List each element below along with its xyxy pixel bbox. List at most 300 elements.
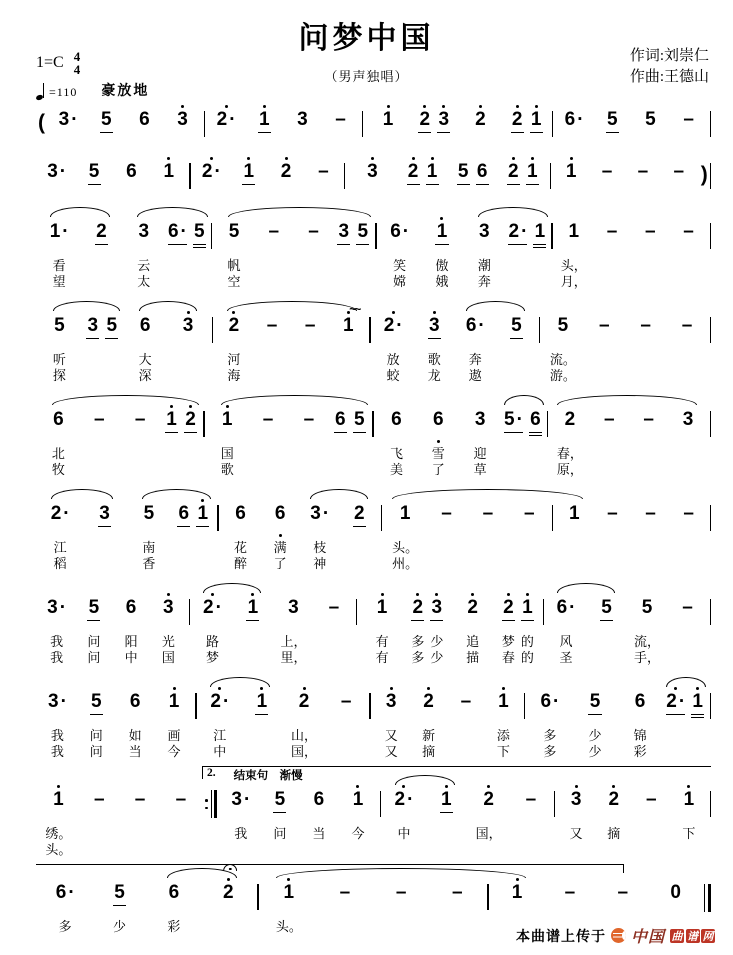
note-digit: – — [175, 789, 187, 810]
note-digit: 2 — [280, 161, 292, 182]
note-unit — [273, 591, 313, 664]
lyric-row1: 国， — [475, 825, 502, 841]
note-unit — [405, 591, 450, 664]
note-cell — [537, 685, 562, 758]
note-unit — [283, 103, 321, 144]
eighth-underline — [407, 184, 420, 185]
note-cell — [218, 403, 237, 476]
octave-dot-below-slot — [507, 190, 520, 196]
underline-slot — [255, 713, 268, 720]
lyric-row1: 上， — [280, 633, 307, 649]
underline-slot — [384, 337, 403, 344]
eighth-underline — [529, 432, 542, 433]
underline-slot — [451, 904, 464, 911]
underline-slot — [395, 904, 408, 911]
note-unit — [325, 685, 367, 758]
lyric-row2 — [603, 366, 606, 382]
note-digit: – — [643, 409, 654, 430]
composer-credit: 作曲:王德山 — [629, 69, 709, 85]
note-unit — [283, 685, 325, 758]
lyric-row2: 醉 — [234, 555, 248, 571]
note-cell — [499, 591, 518, 664]
lyric-row2 — [98, 840, 101, 856]
music-line — [36, 578, 711, 664]
high-octave-dot — [531, 157, 534, 160]
note-cell — [558, 215, 590, 288]
note-unit — [373, 309, 414, 382]
lyric-row1: 江 — [213, 727, 227, 743]
note-unit — [161, 403, 202, 476]
octave-dot-below-slot — [59, 138, 78, 144]
underline-slot — [557, 619, 576, 626]
high-octave-dot — [170, 405, 173, 408]
underline-slot — [351, 811, 364, 818]
note-cell — [381, 309, 406, 382]
underline-slot — [366, 183, 379, 190]
note-cell — [239, 155, 258, 196]
barline — [710, 693, 711, 719]
underline-slot — [337, 243, 350, 250]
note-cell — [335, 876, 354, 933]
parenthesis: ) — [700, 163, 708, 186]
note-cell — [314, 155, 333, 196]
note-cell — [631, 685, 650, 758]
underline-slot — [407, 183, 420, 190]
note-digit: 2 — [407, 161, 419, 182]
lyric-row2: 多 — [411, 649, 425, 665]
underline-slot — [497, 713, 510, 720]
underline-slot — [167, 904, 180, 911]
note-cell — [174, 497, 193, 570]
beam-group — [331, 403, 369, 476]
note-cell — [392, 876, 411, 933]
note-cell — [139, 497, 158, 570]
note-cell — [190, 215, 209, 288]
note-digit: 6 — [391, 409, 402, 430]
note-digit: 6 — [335, 409, 346, 430]
note-unit — [666, 309, 707, 382]
lyric-row1 — [110, 350, 113, 366]
note-cell — [473, 155, 492, 196]
note-cell — [530, 215, 549, 288]
high-octave-dot — [507, 593, 510, 596]
repeat-thick-bar — [214, 790, 217, 818]
note-unit — [590, 403, 629, 476]
eighth-underline — [242, 184, 255, 185]
lyric-row2 — [605, 648, 608, 664]
measure — [357, 591, 542, 664]
lyric-row2 — [687, 554, 690, 570]
underline-slot — [193, 243, 206, 250]
note-cell — [162, 403, 181, 476]
lyric-row1: 问 — [87, 633, 101, 649]
underline-slot — [563, 904, 576, 911]
note-digit: 1 — [221, 409, 233, 430]
lyric-row1: 问 — [273, 825, 287, 841]
underline-slot — [606, 131, 619, 138]
high-octave-dot — [433, 311, 436, 314]
note-cell — [219, 876, 238, 933]
eighth-underline — [428, 338, 441, 339]
note-unit — [527, 685, 572, 758]
repeat-thin-bar — [211, 790, 212, 818]
lyric-row1 — [464, 726, 467, 742]
lyric-row1 — [266, 444, 269, 460]
note-cell — [90, 403, 109, 476]
note-digit: 2 · — [203, 597, 222, 618]
note-unit — [291, 309, 329, 382]
note-digit: 2 — [419, 109, 431, 130]
lyric-row1: 多 — [543, 727, 557, 743]
lyric-row1: 新 — [422, 727, 436, 743]
note-cell — [165, 215, 190, 288]
note-unit — [38, 685, 77, 758]
lyric-row1 — [610, 256, 613, 272]
high-octave-dot — [445, 785, 448, 788]
note-cell — [171, 783, 190, 856]
note-cell — [350, 403, 369, 476]
lyric-row1: 少 — [588, 727, 602, 743]
augmentation-dot: · — [678, 691, 686, 712]
note-cell — [277, 155, 296, 196]
lyric-row2: 里， — [280, 649, 307, 665]
measure — [381, 783, 554, 856]
lyric-row1 — [198, 256, 201, 272]
lyric-row2: 当 — [128, 743, 142, 759]
note-digit: 2 — [511, 109, 523, 130]
note-cell — [504, 155, 523, 196]
lyric-row1: 看 — [52, 257, 66, 273]
note-digit: – — [637, 161, 649, 182]
lyric-row1 — [227, 917, 230, 933]
note-cell — [669, 155, 688, 196]
note-digit: 5 — [54, 315, 65, 336]
octave-dot-below-slot — [296, 138, 309, 144]
note-digit: 2 · — [216, 109, 236, 130]
lyric-row2: 探 — [52, 367, 66, 383]
note-digit: – — [640, 315, 651, 336]
eighth-underline — [255, 714, 268, 715]
note-cell — [331, 103, 350, 144]
augmentation-dot: · — [396, 315, 403, 336]
note-unit — [150, 155, 187, 196]
underline-slot — [682, 243, 695, 250]
note-unit — [38, 215, 80, 288]
note-digit: 1 — [53, 789, 64, 810]
lyric-row1: 南 — [142, 539, 156, 555]
note-digit: 6 — [125, 597, 137, 618]
underline-slot — [182, 337, 195, 344]
note-unit — [414, 309, 455, 382]
lyric-row2: 少 — [430, 649, 444, 665]
measure — [213, 302, 370, 383]
note-cell — [389, 497, 421, 570]
note-cell — [688, 685, 707, 758]
underline-slot — [474, 431, 487, 438]
octave-dot-below-slot — [601, 190, 614, 196]
note-unit — [192, 591, 232, 664]
lyric-row2: 摘 — [422, 743, 436, 759]
note-cell — [547, 309, 579, 382]
lyric-row1: 笑 — [393, 257, 407, 273]
note-cell — [165, 685, 184, 758]
measure — [205, 103, 362, 144]
note-cell — [44, 591, 69, 664]
high-octave-dot — [612, 785, 615, 788]
note-cell — [373, 591, 392, 664]
lyric-row2 — [307, 460, 310, 476]
underline-slot — [508, 243, 527, 250]
beam-group — [408, 591, 446, 664]
note-digit: 6 — [139, 109, 150, 130]
high-octave-dot — [218, 687, 221, 690]
note-cell — [603, 497, 622, 570]
underline-slot — [502, 619, 515, 626]
lyric-row2: 海 — [227, 367, 241, 383]
lyric-row1 — [649, 538, 652, 554]
note-digit: 1 — [197, 503, 209, 524]
lyric-row2: 彩 — [633, 743, 647, 759]
lyric-row2 — [189, 460, 192, 476]
underline-slot — [88, 183, 101, 190]
underline-slot — [246, 619, 259, 626]
note-cell — [641, 497, 660, 570]
eighth-underline — [533, 247, 546, 248]
eighth-underline — [86, 338, 99, 339]
underline-slot — [302, 431, 315, 438]
volta-label — [207, 767, 711, 783]
measure — [374, 403, 547, 476]
underline-slot — [227, 337, 240, 344]
lyric-row1: 画 — [167, 727, 181, 743]
lyric-row1: 我 — [50, 727, 64, 743]
note-digit: 3 — [367, 161, 378, 182]
note-cell — [159, 591, 178, 664]
note-digit: 3 — [479, 221, 490, 242]
lyric-row2 — [573, 554, 576, 570]
lyric-row1 — [456, 917, 459, 933]
eighth-underline — [88, 184, 101, 185]
note-cell — [678, 591, 697, 664]
note-cell — [337, 685, 356, 758]
time-signature: 4 4 — [73, 49, 81, 77]
underline-slot — [93, 811, 106, 818]
high-octave-dot — [392, 311, 395, 314]
underline-slot — [639, 337, 652, 344]
lyric-row1 — [138, 824, 141, 840]
measure — [553, 103, 710, 144]
note-digit: 2 — [483, 789, 494, 810]
note-cell — [604, 783, 623, 856]
note-cell — [134, 215, 153, 288]
underline-slot — [598, 337, 611, 344]
note-cell — [642, 783, 661, 856]
lyric-row2: 少 — [588, 743, 602, 759]
underline-slot — [476, 811, 502, 818]
underline-slot — [202, 183, 221, 190]
beam-group — [501, 403, 545, 476]
lyric-row2: 原， — [556, 461, 583, 477]
high-octave-dot — [173, 687, 176, 690]
underline-slot — [476, 183, 489, 190]
augmentation-dot: · — [521, 221, 528, 242]
augmentation-dot: · — [214, 161, 221, 182]
high-octave-dot — [181, 105, 184, 108]
underline-slot — [262, 431, 275, 438]
music-line — [36, 202, 711, 288]
underline-slot — [607, 811, 620, 818]
note-digit: 2 — [185, 409, 196, 430]
underline-slot — [95, 243, 108, 250]
lyric-row1 — [650, 824, 653, 840]
underline-slot — [390, 431, 403, 438]
underline-slot — [385, 713, 398, 720]
note-digit: 6 · — [564, 109, 584, 130]
note-cell — [164, 876, 183, 933]
note-digit: 5 — [88, 161, 100, 182]
note-unit — [230, 155, 267, 196]
note-unit — [260, 497, 300, 570]
note-digit: 5 — [589, 691, 601, 712]
note-cell — [334, 215, 353, 288]
note-digit: 3 — [182, 315, 194, 336]
note-digit: – — [268, 221, 280, 242]
note-unit — [322, 103, 360, 144]
footer-watermark — [516, 924, 715, 947]
note-digit: 2 — [508, 161, 519, 182]
lyric-row1: 雪 — [431, 445, 445, 461]
note-cell — [641, 215, 660, 288]
measure — [548, 403, 709, 476]
underline-slot — [466, 337, 485, 344]
high-octave-dot — [674, 687, 677, 690]
lyric-row1 — [687, 256, 690, 272]
lyric-row2 — [486, 554, 489, 570]
lyric-row2: 的 — [520, 649, 534, 665]
note-digit: 3 · — [47, 691, 67, 712]
underline-slot — [540, 713, 559, 720]
eighth-underline — [457, 184, 470, 185]
lyric-row2 — [649, 272, 652, 288]
lyric-row2: 奔 — [477, 273, 491, 289]
underline-slot — [90, 713, 103, 720]
volta-continuation-line — [36, 864, 624, 873]
note-cell — [363, 155, 382, 196]
augmentation-dot: · — [229, 109, 236, 130]
lyric-row2: 我 — [50, 743, 64, 759]
underline-slot — [174, 811, 187, 818]
beam-group — [162, 403, 200, 476]
note-unit — [376, 403, 418, 476]
underline-slot — [510, 337, 523, 344]
note-digit: – — [525, 789, 537, 810]
note-digit: – — [682, 597, 693, 618]
note-cell — [600, 403, 619, 476]
note-cell — [379, 103, 398, 144]
note-digit: – — [646, 789, 657, 810]
lyric-row1: 追 — [466, 633, 480, 649]
octave-dot-below-slot — [88, 190, 101, 196]
note-digit: 3 — [163, 597, 174, 618]
note-cell — [122, 591, 141, 664]
note-digit: 6 · — [556, 597, 576, 618]
lyric-row1: 锦 — [633, 727, 647, 743]
note-cell — [259, 403, 278, 476]
lyric-row1: 枝 — [313, 539, 327, 555]
note-digit: 2 — [503, 597, 514, 618]
underline-slot — [217, 131, 236, 138]
lyric-row1 — [343, 917, 346, 933]
lyric-row1 — [603, 350, 606, 366]
note-digit: 3 — [288, 597, 299, 618]
lyric-row1: 阳 — [124, 633, 138, 649]
lyric-row2: 嫦 — [393, 273, 407, 289]
augmentation-dot: · — [402, 221, 410, 242]
underline-slot — [134, 431, 147, 438]
high-octave-dot — [435, 593, 438, 596]
note-cell — [679, 103, 698, 144]
note-digit: 2 · — [383, 315, 403, 336]
note-digit: 2 — [564, 409, 576, 430]
augmentation-dot: · — [322, 503, 330, 524]
lyric-row1: 彩 — [167, 918, 181, 934]
note-cell — [179, 309, 198, 382]
lyric-row2: 望 — [52, 273, 66, 289]
underline-slot — [645, 811, 658, 818]
note-cell — [307, 497, 332, 570]
measure — [190, 591, 356, 664]
lyric-row1 — [307, 444, 310, 460]
note-cell — [122, 155, 141, 196]
note-cell — [255, 103, 274, 144]
lyric-row1: 帆 — [227, 257, 241, 273]
underline-slot — [291, 713, 317, 720]
lyric-row2: 春 — [501, 649, 515, 665]
measure — [525, 685, 709, 758]
underline-slot — [139, 337, 152, 344]
note-cell — [331, 403, 350, 476]
measure — [36, 309, 212, 382]
note-digit: – — [451, 882, 463, 903]
note-cell — [505, 215, 530, 288]
credits — [630, 46, 709, 88]
lyric-row1 — [139, 444, 142, 460]
note-cell — [427, 591, 446, 664]
note-unit — [147, 876, 201, 933]
underline-slot — [616, 904, 629, 911]
note-cell — [299, 403, 318, 476]
barline — [710, 791, 711, 817]
barline — [710, 317, 711, 343]
measure — [197, 685, 369, 758]
beam-group — [504, 155, 542, 196]
note-cell — [273, 876, 305, 933]
note-cell — [471, 403, 490, 476]
note-unit — [542, 309, 583, 382]
augmentation-dot: · — [180, 221, 187, 242]
underline-slot — [474, 131, 487, 138]
note-cell — [432, 215, 451, 288]
barline — [710, 411, 711, 437]
site-name-boxes — [670, 929, 715, 943]
note-unit — [485, 685, 522, 758]
note-digit: 2 — [96, 221, 107, 242]
note-digit: 1 — [683, 789, 695, 810]
lyric-row1 — [686, 444, 689, 460]
qupu-logo-icon — [611, 928, 626, 943]
lyric-row2: 国， — [291, 743, 318, 759]
lyric-row1 — [189, 444, 192, 460]
